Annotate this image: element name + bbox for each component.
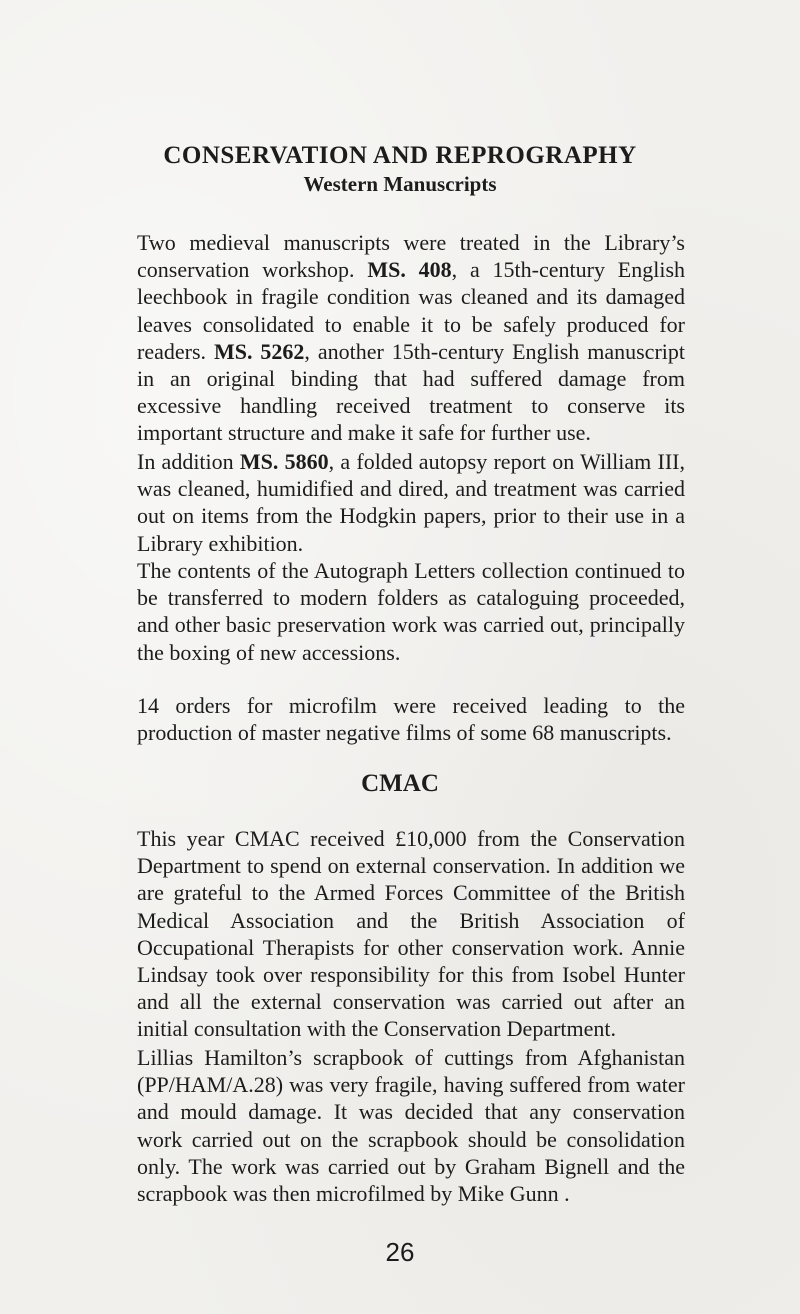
paragraph-hamilton-scrapbook: Lillias Hamilton’s scrapbook of cuttings from Afghanistan (PP/HAM/A.28) was very fragile, having suffered from water and mould damage. It was decided that any conservation work carried out on the scrapbook should be consolidation only. The work was carried out by Graham Bignell and the scrapbook was then microfilmed by Mike Gunn . [137, 1045, 685, 1207]
text-run: In addition [137, 449, 240, 474]
text-run: , another 15th-century English manuscript in an original binding that had suffered damage from excessive handling received treatment to conserve its important structure and make it safe for further use. [137, 338, 685, 446]
section-heading-cmac: CMAC [361, 770, 439, 797]
paragraph-medieval-manuscripts [137, 229, 685, 447]
manuscript-reference: MS. 5262 [213, 338, 305, 364]
paragraph-microfilm-orders: 14 orders for microfilm were received leading to the production of master negative films of some 68 manuscripts. [137, 693, 685, 746]
page-title: CONSERVATION AND REPROGRAPHY [163, 142, 637, 169]
manuscript-reference: MS. 5860 [239, 449, 329, 474]
paragraph-cmac-funding: This year CMAC received £10,000 from the Conservation Department to spend on external conservation. In addition we are grateful to the Armed Forces Committee of the British Medical Association and the British Association of Occupational Therapists for other conservation work. Annie Lindsay took over responsibility for this from Isobel Hunter and all the external conservation was carried out after an initial consultation with the Conservation Department. [137, 826, 685, 1042]
text-run: Two medieval manuscripts were treated in the Library’s conservation workshop. [137, 230, 685, 283]
page-number: 26 [385, 1237, 415, 1267]
paragraph-autograph-letters: The contents of the Autograph Letters collection continued to be transferred to modern folders as cataloguing proceeded, and other basic preservation work was carried out, principally the boxing of new accessions. [137, 558, 685, 665]
text-run: , a 15th-century English leechbook in fragile condition was cleaned and its damaged leaves consolidated to enable it to be safely produced for readers. [137, 257, 686, 364]
section-heading-western-manuscripts: Western Manuscripts [303, 172, 497, 196]
paragraph-autopsy-report [137, 448, 685, 557]
text-run: , a folded autopsy report on William III, was cleaned, humidified and dired, and treatment was carried out on items from the Hodgkin papers, prior to their use in a Library exhibition. [137, 449, 685, 556]
manuscript-reference: MS. 408 [367, 257, 452, 283]
